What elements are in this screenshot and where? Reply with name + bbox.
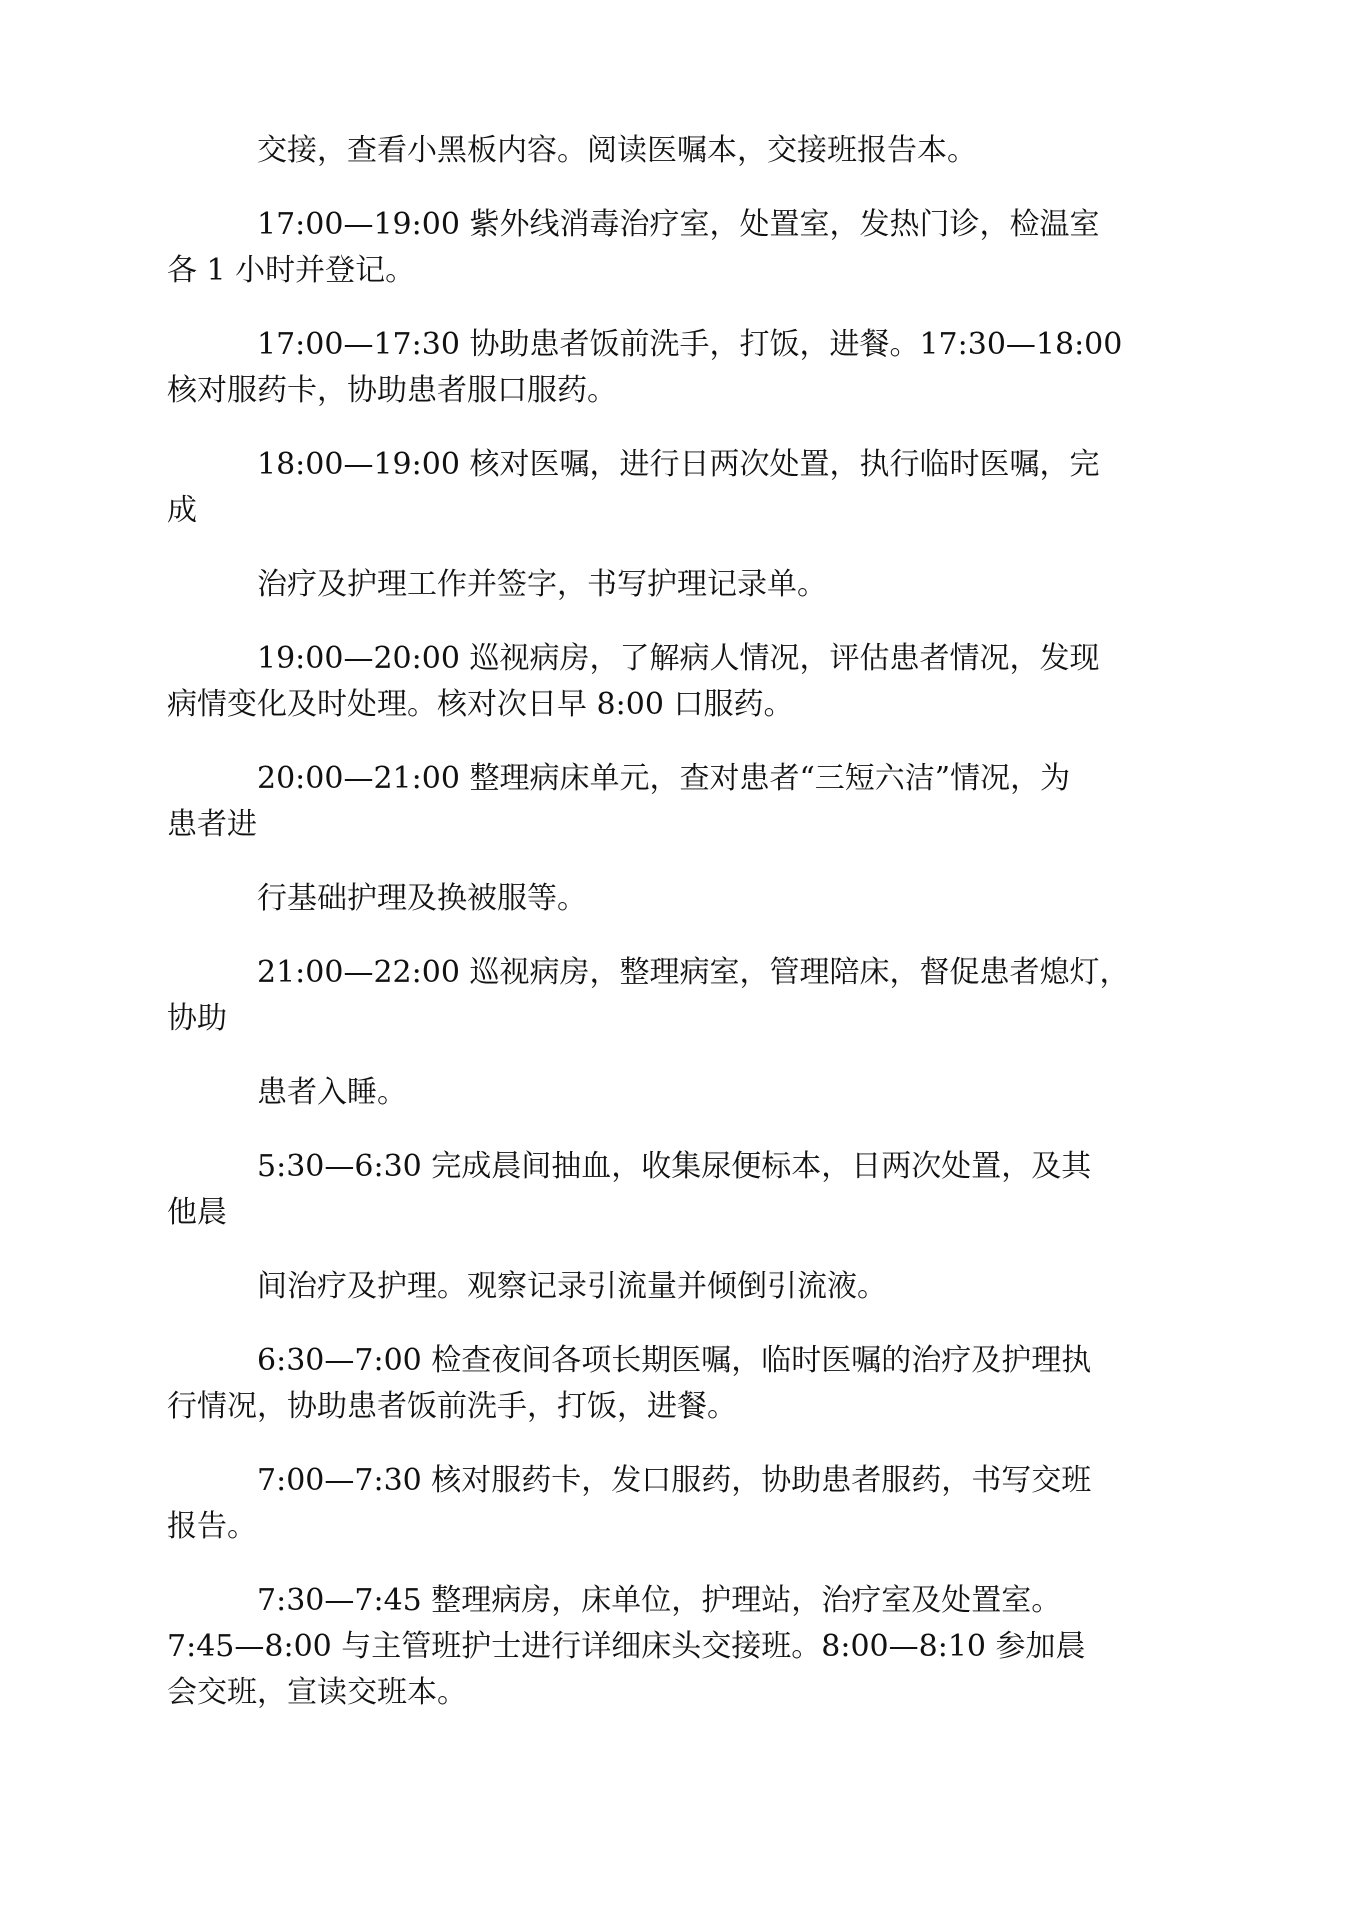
paragraph xyxy=(167,636,1167,728)
text-line: 7:30—7:45 整理病房，床单位，护理站，治疗室及处置室。 xyxy=(257,1583,1062,1618)
paragraph xyxy=(167,1144,1167,1236)
text-line: 20:00—21:00 整理病床单元，查对患者“三短六洁”情况，为 xyxy=(257,761,1071,796)
paragraph xyxy=(167,950,1167,1042)
text-line: 病情变化及时处理。核对次日早 8:00 口服药。 xyxy=(167,687,794,722)
text-line: 交接，查看小黑板内容。阅读医嘱本，交接班报告本。 xyxy=(257,133,977,168)
paragraph xyxy=(167,202,1167,294)
text-line: 他晨 xyxy=(167,1195,227,1230)
text-line: 行基础护理及换被服等。 xyxy=(257,881,587,916)
text-line: 各 1 小时并登记。 xyxy=(167,253,416,288)
paragraph xyxy=(167,1578,1167,1716)
text-line: 报告。 xyxy=(167,1509,257,1544)
text-line: 患者入睡。 xyxy=(257,1075,407,1110)
text-line: 21:00—22:00 巡视病房，整理病室，管理陪床，督促患者熄灯， xyxy=(257,955,1130,990)
text-line: 18:00—19:00 核对医嘱，进行日两次处置，执行临时医嘱，完 xyxy=(257,447,1100,482)
paragraph xyxy=(207,1070,1167,1116)
text-line: 19:00—20:00 巡视病房，了解病人情况，评估患者情况，发现 xyxy=(257,641,1100,676)
text-line: 间治疗及护理。观察记录引流量并倾倒引流液。 xyxy=(257,1269,887,1304)
paragraph xyxy=(167,756,1167,848)
paragraph xyxy=(207,128,1167,174)
text-line: 会交班，宣读交班本。 xyxy=(167,1675,467,1710)
paragraph xyxy=(207,876,1167,922)
paragraph xyxy=(207,562,1167,608)
paragraph xyxy=(167,442,1167,534)
text-line: 协助 xyxy=(167,1001,227,1036)
text-line: 6:30—7:00 检查夜间各项长期医嘱，临时医嘱的治疗及护理执 xyxy=(257,1343,1092,1378)
text-line: 17:00—19:00 紫外线消毒治疗室，处置室，发热门诊，检温室 xyxy=(257,207,1100,242)
paragraph xyxy=(207,1264,1167,1310)
document-body xyxy=(167,128,1167,1744)
text-line: 7:45—8:00 与主管班护士进行详细床头交接班。8:00—8:10 参加晨 xyxy=(167,1629,1086,1664)
text-line: 7:00—7:30 核对服药卡，发口服药，协助患者服药，书写交班 xyxy=(257,1463,1092,1498)
text-line: 患者进 xyxy=(167,807,257,842)
paragraph xyxy=(167,1338,1167,1430)
text-line: 成 xyxy=(167,493,197,528)
text-line: 17:00—17:30 协助患者饭前洗手，打饭，进餐。17:30—18:00 xyxy=(257,327,1123,362)
paragraph xyxy=(167,1458,1167,1550)
paragraph xyxy=(167,322,1167,414)
text-line: 核对服药卡，协助患者服口服药。 xyxy=(167,373,617,408)
text-line: 行情况，协助患者饭前洗手，打饭，进餐。 xyxy=(167,1389,737,1424)
text-line: 5:30—6:30 完成晨间抽血，收集尿便标本，日两次处置，及其 xyxy=(257,1149,1092,1184)
text-line: 治疗及护理工作并签字，书写护理记录单。 xyxy=(257,567,827,602)
